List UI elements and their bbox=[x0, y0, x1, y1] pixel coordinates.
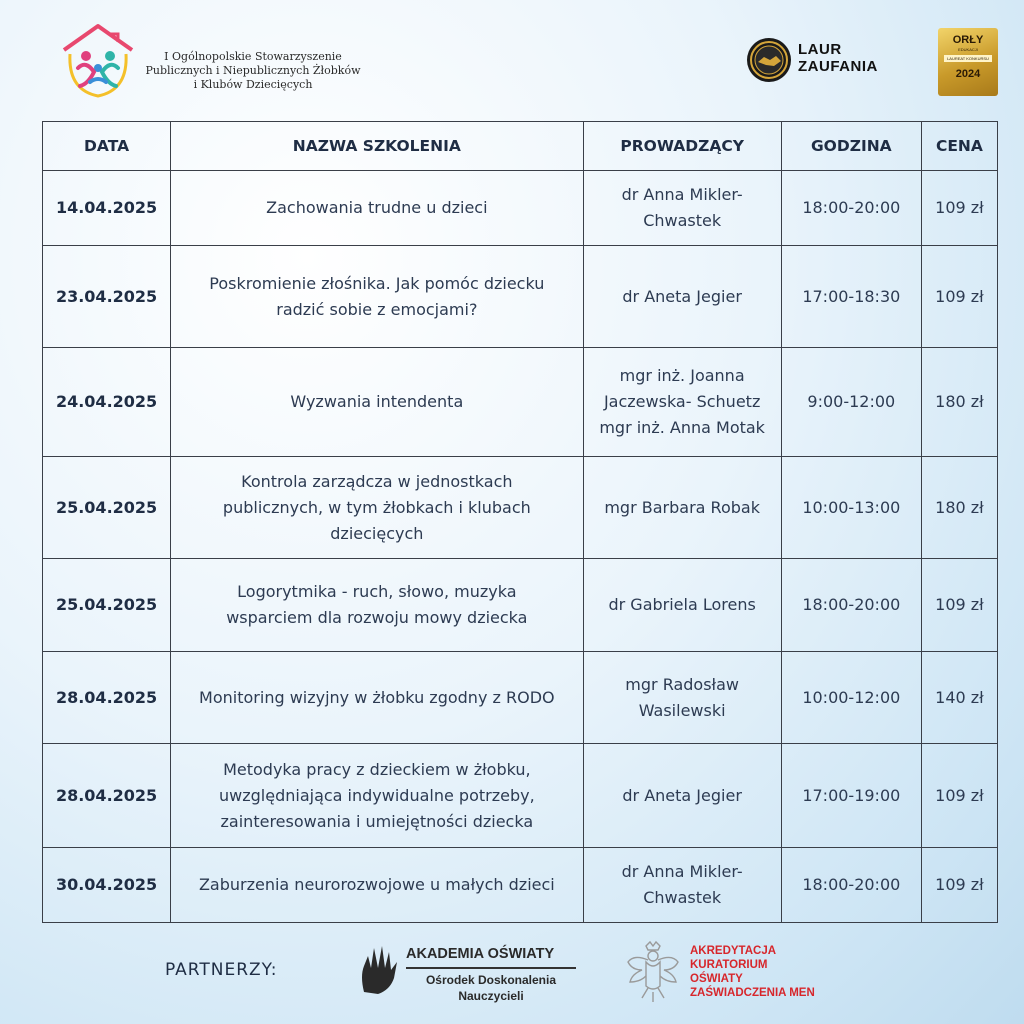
cell-date: 28.04.2025 bbox=[43, 652, 171, 744]
partners-label: PARTNERZY: bbox=[165, 960, 278, 980]
cell-price: 180 zł bbox=[921, 457, 997, 559]
cell-time: 10:00-13:00 bbox=[781, 457, 921, 559]
table-row bbox=[43, 348, 998, 457]
polish-eagle-emblem-icon bbox=[624, 940, 682, 1006]
cell-training-name bbox=[171, 652, 583, 744]
cell-time: 18:00-20:00 bbox=[781, 559, 921, 652]
name-line: Monitoring wizyjny w żłobku zgodny z RODO bbox=[199, 687, 555, 707]
cell-price: 140 zł bbox=[921, 652, 997, 744]
laur-line: LAUR bbox=[798, 41, 842, 58]
training-schedule-table bbox=[42, 121, 998, 923]
handshake-medal-icon bbox=[746, 37, 792, 83]
cell-instructor bbox=[583, 171, 781, 246]
header-price: CENA bbox=[921, 122, 997, 171]
table-row bbox=[43, 246, 998, 348]
cell-instructor bbox=[583, 848, 781, 923]
cell-price: 109 zł bbox=[921, 848, 997, 923]
lead-line: dr Aneta Jegier bbox=[622, 286, 742, 306]
cell-price: 109 zł bbox=[921, 246, 997, 348]
orly-edukacji-badge bbox=[938, 28, 998, 96]
cell-date: 28.04.2025 bbox=[43, 744, 171, 848]
lead-line: Chwastek bbox=[643, 888, 722, 907]
hand-icon bbox=[356, 942, 402, 998]
akademia-divider bbox=[406, 967, 576, 969]
header-training-name: NAZWA SZKOLENIA bbox=[171, 122, 583, 171]
cell-time: 18:00-20:00 bbox=[781, 848, 921, 923]
organization-name bbox=[138, 50, 368, 92]
org-line: Publicznych i Niepublicznych Żłobków bbox=[145, 64, 361, 77]
name-line: zainteresowania i umiejętności dziecka bbox=[220, 811, 534, 831]
orly-subtitle: EDUKACJI bbox=[958, 47, 978, 52]
akademia-oswiaty-logo bbox=[356, 940, 586, 1004]
cell-training-name bbox=[171, 246, 583, 348]
name-line: publicznych, w tym żłobkach i klubach bbox=[222, 497, 531, 517]
akademia-subtitle-line: Ośrodek Doskonalenia bbox=[425, 973, 557, 987]
name-line: uwzględniająca indywidualne potrzeby, bbox=[219, 785, 535, 805]
lead-line: mgr inż. Anna Motak bbox=[599, 418, 765, 437]
table-row bbox=[43, 652, 998, 744]
cell-price: 109 zł bbox=[921, 744, 997, 848]
akredytacja-line: AKREDYTACJA bbox=[690, 945, 777, 957]
lead-line: mgr Barbara Robak bbox=[604, 497, 760, 517]
orly-title: ORŁY bbox=[952, 34, 984, 46]
name-line: Zachowania trudne u dzieci bbox=[266, 198, 488, 217]
name-line: dziecięcych bbox=[330, 523, 424, 543]
cell-time: 17:00-18:30 bbox=[781, 246, 921, 348]
table-row bbox=[43, 559, 998, 652]
orly-year: 2024 bbox=[955, 68, 981, 80]
lead-line: mgr inż. Joanna bbox=[619, 366, 745, 385]
name-line: Kontrola zarządcza w jednostkach bbox=[241, 471, 513, 491]
cell-price: 109 zł bbox=[921, 171, 997, 246]
cell-training-name bbox=[171, 744, 583, 848]
table-header-row bbox=[43, 122, 998, 171]
lead-line: Jaczewska- Schuetz bbox=[603, 392, 761, 411]
akredytacja-line: KURATORIUM bbox=[690, 959, 768, 971]
lead-line: Wasilewski bbox=[638, 700, 726, 720]
name-line: Zaburzenia neurorozwojowe u małych dzieci bbox=[198, 875, 555, 894]
cell-date: 30.04.2025 bbox=[43, 848, 171, 923]
lead-line: dr Gabriela Lorens bbox=[608, 595, 756, 614]
lead-line: dr Anna Mikler- bbox=[621, 862, 743, 881]
org-line: i Klubów Dziecięcych bbox=[193, 78, 313, 91]
akademia-title: AKADEMIA OŚWIATY bbox=[406, 946, 555, 962]
akredytacja-line: OŚWIATY bbox=[690, 973, 743, 985]
cell-training-name bbox=[171, 559, 583, 652]
table-row bbox=[43, 848, 998, 923]
akredytacja-line: ZAŚWIADCZENIA MEN bbox=[690, 987, 815, 999]
cell-date: 24.04.2025 bbox=[43, 348, 171, 457]
cell-date: 25.04.2025 bbox=[43, 559, 171, 652]
lead-line: Chwastek bbox=[643, 211, 722, 230]
cell-training-name bbox=[171, 848, 583, 923]
cell-instructor bbox=[583, 348, 781, 457]
cell-training-name bbox=[171, 348, 583, 457]
laur-zaufania-logo bbox=[746, 36, 906, 84]
name-line: Metodyka pracy z dzieckiem w żłobku, bbox=[223, 759, 531, 779]
orly-ribbon: LAUREAT KONKURSU bbox=[944, 55, 992, 62]
name-line: Wyzwania intendenta bbox=[290, 392, 464, 411]
cell-date: 23.04.2025 bbox=[43, 246, 171, 348]
lead-line: dr Anna Mikler- bbox=[621, 185, 743, 204]
cell-instructor bbox=[583, 744, 781, 848]
cell-price: 109 zł bbox=[921, 559, 997, 652]
lead-line: mgr Radosław bbox=[625, 674, 739, 694]
akademia-subtitle-line: Nauczycieli bbox=[458, 989, 524, 1003]
name-line: Logorytmika - ruch, słowo, muzyka bbox=[237, 582, 517, 601]
cell-time: 17:00-19:00 bbox=[781, 744, 921, 848]
cell-instructor bbox=[583, 559, 781, 652]
cell-instructor bbox=[583, 652, 781, 744]
cell-instructor bbox=[583, 457, 781, 559]
name-line: Poskromienie złośnika. Jak pomóc dziecku bbox=[209, 273, 545, 293]
table-row bbox=[43, 744, 998, 848]
cell-training-name bbox=[171, 457, 583, 559]
header-date: DATA bbox=[43, 122, 171, 171]
cell-date: 25.04.2025 bbox=[43, 457, 171, 559]
organization-logo-icon bbox=[58, 20, 138, 102]
akademia-subtitle bbox=[406, 972, 576, 1004]
cell-time: 18:00-20:00 bbox=[781, 171, 921, 246]
table-row bbox=[43, 457, 998, 559]
cell-time: 9:00-12:00 bbox=[781, 348, 921, 457]
org-line: I Ogólnopolskie Stowarzyszenie bbox=[164, 50, 342, 63]
cell-time: 10:00-12:00 bbox=[781, 652, 921, 744]
name-line: wsparciem dla rozwoju mowy dziecka bbox=[226, 608, 528, 627]
cell-instructor bbox=[583, 246, 781, 348]
cell-price: 180 zł bbox=[921, 348, 997, 457]
cell-date: 14.04.2025 bbox=[43, 171, 171, 246]
laur-line: ZAUFANIA bbox=[798, 58, 878, 75]
lead-line: dr Aneta Jegier bbox=[622, 785, 742, 805]
header-time: GODZINA bbox=[781, 122, 921, 171]
cell-training-name bbox=[171, 171, 583, 246]
name-line: radzić sobie z emocjami? bbox=[276, 299, 478, 319]
akredytacja-text bbox=[690, 944, 815, 1000]
table-row bbox=[43, 171, 998, 246]
header-instructor: PROWADZĄCY bbox=[583, 122, 781, 171]
